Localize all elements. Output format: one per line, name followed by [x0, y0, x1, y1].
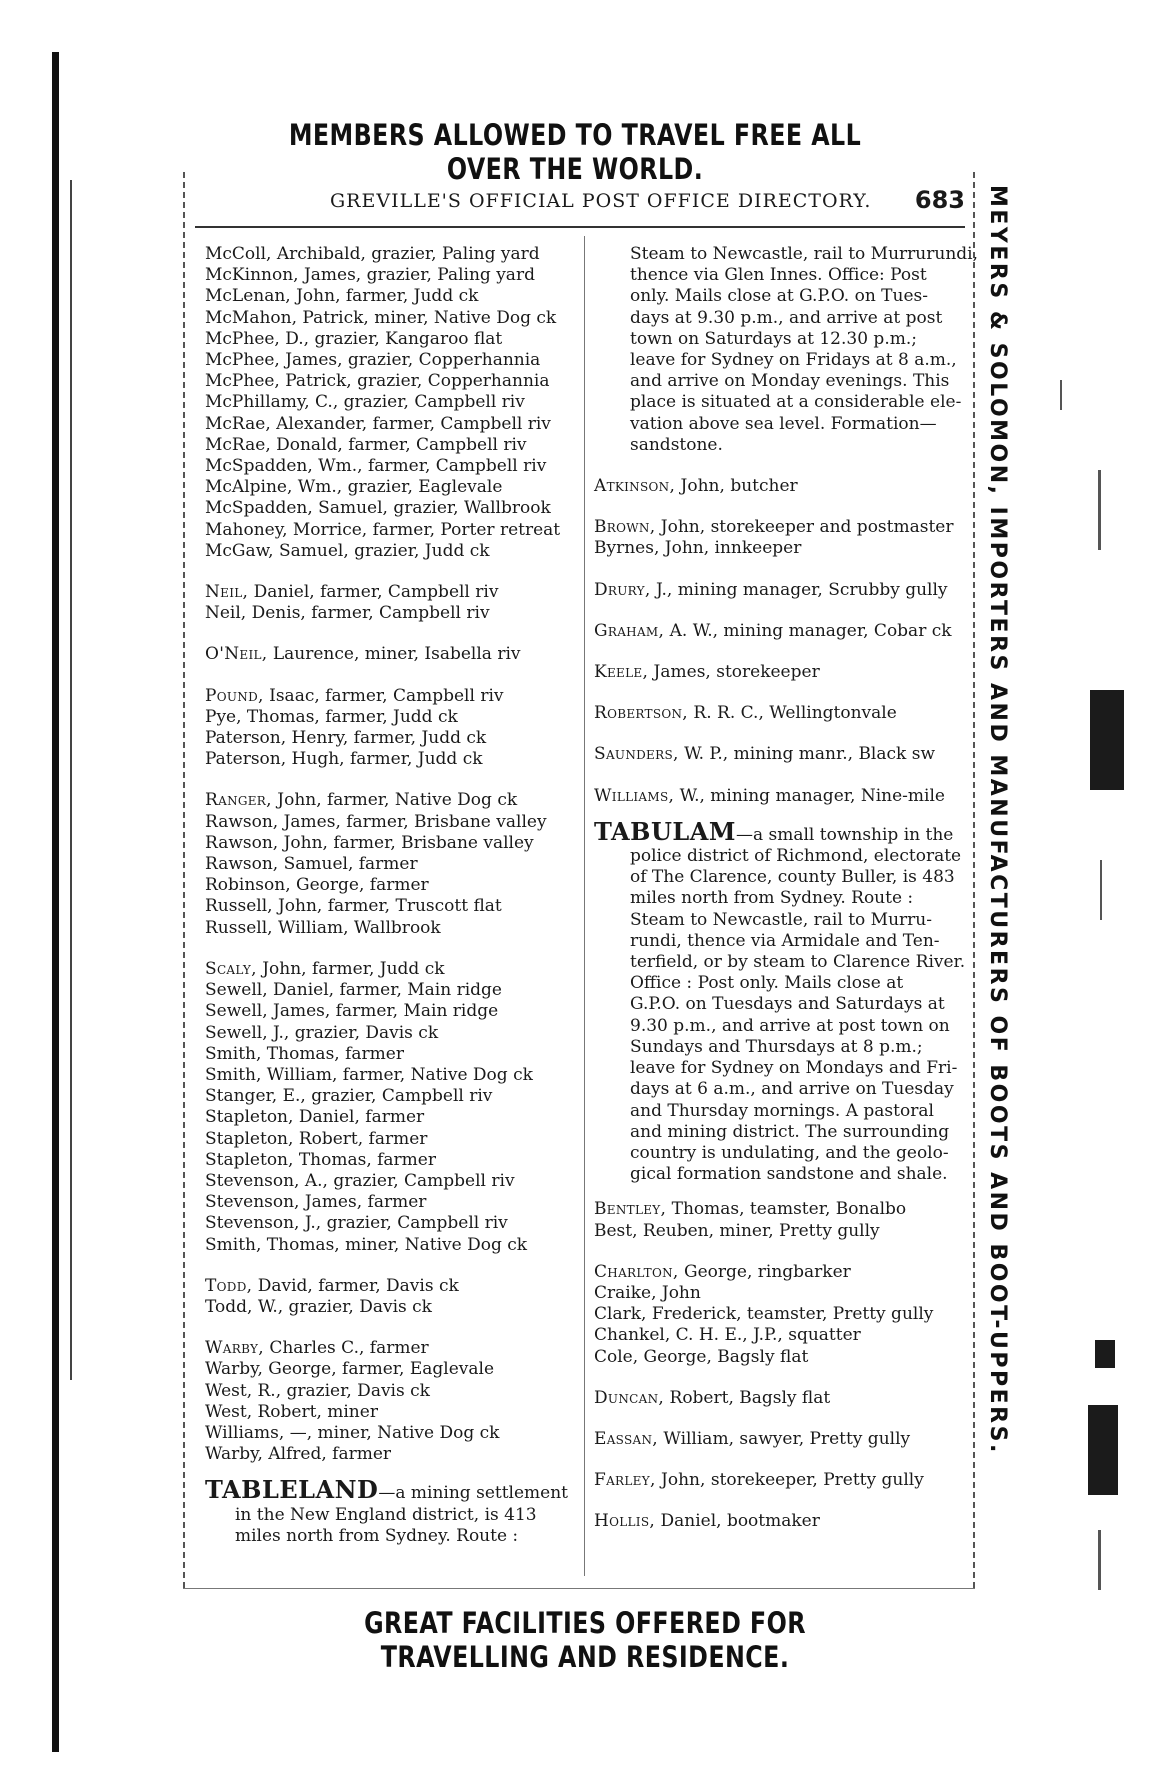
directory-entry [594, 1347, 962, 1368]
entry-detail: John, farmer, Native Dog ck [271, 790, 518, 811]
directory-entry [205, 959, 577, 980]
entry-detail: Stevenson, A., grazier, Campbell riv [205, 1170, 515, 1191]
directory-entry [205, 1213, 577, 1234]
entry-group [205, 686, 577, 771]
directory-entry [205, 1150, 577, 1171]
entry-group [205, 244, 577, 562]
section-text: sandstone. [630, 434, 723, 455]
directory-entry [205, 707, 577, 728]
directory-entry [594, 476, 962, 497]
entry-detail: Warby, Alfred, farmer [205, 1444, 392, 1465]
entry-detail: Warby, George, farmer, Eaglevale [205, 1359, 495, 1380]
section-text: Steam to Newcastle, rail to Murru- [630, 909, 932, 930]
directory-entry [205, 790, 577, 811]
entry-detail: Craike, John [594, 1282, 701, 1303]
surname-lead: Saunders, [594, 744, 679, 765]
directory-entry [594, 1221, 962, 1242]
entry-detail: Isaac, farmer, Campbell riv [263, 685, 504, 706]
scan-mark [1060, 380, 1062, 410]
directory-entry [205, 1235, 577, 1256]
entry-detail: Thomas, teamster, Bonalbo [666, 1199, 907, 1220]
surname-lead: Brown, [594, 517, 656, 538]
directory-entry [594, 662, 962, 683]
entry-detail: Russell, John, farmer, Truscott flat [205, 896, 502, 917]
directory-entry [594, 1262, 962, 1283]
entry-detail: Paterson, Henry, farmer, Judd ck [205, 728, 487, 749]
directory-entry [205, 833, 577, 854]
entry-detail: John, storekeeper and postmaster [655, 517, 954, 538]
surname-lead: O'Neil, [205, 644, 268, 665]
tableland-section [205, 1475, 577, 1547]
surname-lead: Farley, [594, 1470, 656, 1491]
entry-detail: Daniel, farmer, Campbell riv [248, 582, 499, 603]
entry-detail: Laurence, miner, Isabella riv [267, 644, 521, 665]
directory-entry: McSpadden, Samuel, grazier, Wallbrook [205, 498, 551, 519]
section-text: in the New England district, is 413 [235, 1504, 537, 1525]
directory-entry: McKinnon, James, grazier, Paling yard [205, 265, 535, 286]
directory-entry [594, 1429, 962, 1450]
directory-entry [594, 1511, 962, 1532]
entry-group [205, 790, 577, 938]
scan-blot [1088, 1405, 1118, 1495]
entry-detail: Paterson, Hugh, farmer, Judd ck [205, 749, 483, 770]
entry-detail: Best, Reuben, miner, Pretty gully [594, 1220, 880, 1241]
directory-entry [205, 1381, 577, 1402]
directory-entry [594, 744, 962, 765]
entry-group [205, 1338, 577, 1465]
entry-detail: Stevenson, James, farmer [205, 1192, 427, 1213]
entry-detail: Stanger, E., grazier, Campbell riv [205, 1086, 493, 1107]
entry-detail: John, farmer, Judd ck [256, 958, 445, 979]
section-text: terfield, or by steam to Clarence River. [630, 952, 966, 973]
continued-section [594, 244, 978, 456]
entry-detail: J., mining manager, Scrubby gully [650, 579, 948, 600]
entry-detail: Neil, Denis, farmer, Campbell riv [205, 603, 490, 624]
directory-entry: Mahoney, Morrice, farmer, Porter retreat [205, 519, 561, 540]
section-text: vation above sea level. Formation— [630, 413, 937, 434]
directory-entry [205, 603, 577, 624]
directory-entry [205, 1359, 577, 1380]
directory-entry [205, 1023, 577, 1044]
entry-detail: Rawson, James, farmer, Brisbane valley [205, 811, 547, 832]
directory-entry: McSpadden, Wm., farmer, Campbell riv [205, 456, 547, 477]
scan-mark [1100, 860, 1102, 920]
surname-lead: Drury, [594, 579, 651, 600]
directory-entry [205, 1044, 577, 1065]
scan-blot [1095, 1340, 1115, 1368]
entry-detail: George, ringbarker [678, 1261, 851, 1282]
entry-detail: Robinson, George, farmer [205, 875, 429, 896]
directory-entry [594, 517, 962, 538]
side-advert-text: MEYERS & SOLOMON, IMPORTERS AND MANUFACTURERS OF BOOTS AND BOOT-UPPERS. [985, 185, 1010, 1455]
directory-entry: McAlpine, Wm., grazier, Eaglevale [205, 477, 503, 498]
directory-entry [594, 621, 962, 642]
section-text: gical formation sandstone and shale. [630, 1164, 948, 1185]
entry-detail: Sewell, James, farmer, Main ridge [205, 1001, 499, 1022]
section-text: Office : Post only. Mails close at [630, 973, 904, 994]
directory-entry [205, 918, 577, 939]
entry-detail: Stapleton, Robert, farmer [205, 1128, 428, 1149]
section-text: leave for Sydney on Fridays at 8 a.m., [630, 350, 957, 371]
entry-detail: W. P., mining manr., Black sw [678, 744, 936, 765]
tabulam-section [594, 816, 966, 1185]
section-text: country is undulating, and the geolo- [630, 1142, 949, 1163]
section-lead-line [594, 816, 962, 846]
surname-lead: Duncan, [594, 1387, 665, 1408]
entry-detail: Williams, —, miner, Native Dog ck [205, 1422, 500, 1443]
section-text: police district of Richmond, electorate [630, 846, 962, 867]
header-rule [195, 226, 965, 228]
directory-entry: McLenan, John, farmer, Judd ck [205, 286, 479, 307]
scan-edge-mark [70, 180, 72, 1380]
entry-detail: Stapleton, Thomas, farmer [205, 1149, 436, 1170]
entry-detail: Pye, Thomas, farmer, Judd ck [205, 706, 458, 727]
directory-entry [205, 980, 577, 1001]
entry-detail: Cole, George, Bagsly flat [594, 1346, 809, 1367]
entry-detail: Rawson, Samuel, farmer [205, 854, 418, 875]
directory-entry: McColl, Archibald, grazier, Paling yard [205, 244, 540, 264]
section-text: 9.30 p.m., and arrive at post town on [630, 1015, 950, 1036]
surname-lead: Ranger, [205, 790, 272, 811]
section-text: days at 6 a.m., and arrive on Tuesday [630, 1079, 954, 1100]
section-text: Sundays and Thursdays at 8 p.m.; [630, 1036, 923, 1057]
column-divider [584, 236, 586, 1576]
section-text: town on Saturdays at 12.30 p.m.; [630, 328, 917, 349]
page-header [195, 186, 965, 220]
section-text: and arrive on Monday evenings. This [630, 371, 950, 392]
entry-detail: W., mining manager, Nine-mile [674, 785, 945, 806]
place-heading: TABLELAND [205, 1475, 379, 1505]
directory-entry: McRae, Donald, farmer, Campbell riv [205, 434, 527, 455]
entry-detail: Robert, Bagsly flat [664, 1387, 831, 1408]
directory-entry [205, 896, 577, 917]
directory-entry [205, 1423, 577, 1444]
right-column [594, 244, 978, 1533]
directory-entry: McMahon, Patrick, miner, Native Dog ck [205, 307, 557, 328]
section-text: leave for Sydney on Mondays and Fri- [630, 1058, 958, 1079]
entry-detail: West, R., grazier, Davis ck [205, 1380, 430, 1401]
entry-detail: William, sawyer, Pretty gully [657, 1428, 911, 1449]
side-advert [985, 185, 1025, 1585]
entry-detail: Smith, Thomas, miner, Native Dog ck [205, 1234, 528, 1255]
section-text: place is situated at a considerable ele- [630, 392, 962, 413]
section-text: and mining district. The surrounding [630, 1121, 950, 1142]
directory-entry [594, 1304, 962, 1325]
directory-entry [594, 538, 962, 559]
entry-detail: Todd, W., grazier, Davis ck [205, 1296, 432, 1317]
directory-entry: McRae, Alexander, farmer, Campbell riv [205, 413, 551, 434]
directory-entry [205, 1065, 577, 1086]
directory-entry [594, 580, 962, 601]
directory-entry [205, 728, 577, 749]
section-text: Steam to Newcastle, rail to Murrurundi, [630, 244, 978, 264]
entry-detail: John, butcher [675, 476, 798, 497]
directory-entry [205, 854, 577, 875]
entry-detail: Stapleton, Daniel, farmer [205, 1107, 425, 1128]
entry-detail: Clark, Frederick, teamster, Pretty gully [594, 1304, 934, 1325]
directory-entry: McPhillamy, C., grazier, Campbell riv [205, 392, 525, 413]
directory-entry [594, 703, 962, 724]
surname-lead: Eassan, [594, 1428, 658, 1449]
entry-detail: James, storekeeper [648, 662, 820, 683]
entry-group [205, 582, 577, 624]
directory-entry [205, 749, 577, 770]
entry-group [205, 644, 577, 665]
directory-title: GREVILLE'S OFFICIAL POST OFFICE DIRECTORY. [330, 190, 872, 212]
directory-entry [205, 644, 577, 665]
entry-detail: Russell, William, Wallbrook [205, 917, 441, 938]
surname-lead: Keele, [594, 662, 649, 683]
entry-detail: Stevenson, J., grazier, Campbell riv [205, 1213, 508, 1234]
bottom-banner: GREAT FACILITIES OFFERED FOR TRAVELLING AND RESIDENCE. [364, 1606, 806, 1674]
section-text: of The Clarence, county Buller, is 483 [630, 867, 955, 888]
page-number: 683 [914, 186, 965, 214]
directory-entry [594, 1283, 962, 1304]
surname-lead: Todd, [205, 1275, 253, 1296]
section-text: G.P.O. on Tuesdays and Saturdays at [630, 994, 945, 1015]
section-text: only. Mails close at G.P.O. on Tues- [630, 286, 928, 307]
entry-detail: R. R. C., Wellingtonvale [688, 703, 897, 724]
scan-blot [1090, 690, 1124, 790]
directory-entry: McPhee, Patrick, grazier, Copperhannia [205, 371, 550, 392]
entry-detail: Rawson, John, farmer, Brisbane valley [205, 832, 534, 853]
entry-detail: David, farmer, Davis ck [252, 1275, 459, 1296]
directory-entry [205, 1129, 577, 1150]
section-text: thence via Glen Innes. Office: Post [630, 265, 927, 286]
directory-entry [205, 1276, 577, 1297]
surname-lead: Scaly, [205, 958, 257, 979]
entry-detail: Byrnes, John, innkeeper [594, 538, 802, 559]
entry-detail: John, storekeeper, Pretty gully [655, 1470, 924, 1491]
entry-detail: West, Robert, miner [205, 1401, 378, 1422]
directory-entry [205, 875, 577, 896]
section-text: miles north from Sydney. Route : [235, 1525, 519, 1546]
scan-mark [1098, 470, 1101, 550]
entry-detail: Daniel, bootmaker [655, 1511, 820, 1532]
scan-edge-mark [52, 52, 59, 1752]
directory-entry [594, 1199, 962, 1220]
directory-entry [594, 786, 962, 807]
section-text: —a mining settlement [378, 1483, 568, 1504]
directory-entry [205, 1001, 577, 1022]
directory-entry: McGaw, Samuel, grazier, Judd ck [205, 540, 490, 561]
directory-entry [594, 1470, 962, 1491]
frame-left-rule [183, 172, 186, 1588]
surname-lead: Pound, [205, 685, 264, 706]
directory-entry [205, 1192, 577, 1213]
entry-detail: Sewell, J., grazier, Davis ck [205, 1022, 439, 1043]
directory-entry [205, 1086, 577, 1107]
surname-lead: Robertson, [594, 703, 689, 724]
entry-detail: Sewell, Daniel, farmer, Main ridge [205, 980, 502, 1001]
surname-lead: Atkinson, [594, 476, 676, 497]
entry-detail: Chankel, C. H. E., J.P., squatter [594, 1325, 861, 1346]
section-text: days at 9.30 p.m., and arrive at post [630, 307, 943, 328]
directory-entry [594, 1325, 962, 1346]
surname-lead: Neil, [205, 582, 249, 603]
entry-detail: Smith, William, farmer, Native Dog ck [205, 1064, 533, 1085]
section-text: miles north from Sydney. Route : [630, 888, 914, 909]
directory-entry: McPhee, James, grazier, Copperhannia [205, 350, 541, 371]
place-heading: TABULAM [594, 816, 736, 846]
frame-right-rule [973, 172, 976, 1588]
surname-lead: Hollis, [594, 1511, 656, 1532]
surname-lead: Williams, [594, 785, 675, 806]
entry-group [205, 959, 577, 1256]
directory-entry [205, 1107, 577, 1128]
surname-lead: Charlton, [594, 1261, 679, 1282]
section-text: —a small township in the [735, 824, 954, 845]
top-banner: MEMBERS ALLOWED TO TRAVEL FREE ALL OVER THE WORLD. [288, 118, 862, 186]
left-column [205, 244, 577, 1547]
directory-entry [205, 1171, 577, 1192]
section-text: rundi, thence via Armidale and Ten- [630, 930, 940, 951]
scan-mark [1098, 1530, 1101, 1590]
directory-entry [205, 1444, 577, 1465]
surname-lead: Bentley, [594, 1199, 667, 1220]
directory-entry [205, 582, 577, 603]
directory-entry [205, 686, 577, 707]
surname-lead: Warby, [205, 1338, 264, 1359]
entry-group [205, 1276, 577, 1318]
directory-entry [205, 812, 577, 833]
entry-detail: A. W., mining manager, Cobar ck [664, 620, 952, 641]
entry-detail: Smith, Thomas, farmer [205, 1043, 404, 1064]
section-text: and Thursday mornings. A pastoral [630, 1100, 934, 1121]
directory-entry [594, 1388, 962, 1409]
entry-detail: Charles C., farmer [263, 1338, 429, 1359]
directory-entry [205, 1338, 577, 1359]
frame-bottom-rule [183, 1588, 975, 1589]
directory-entry: McPhee, D., grazier, Kangaroo flat [205, 328, 503, 349]
section-lead-line [205, 1475, 577, 1505]
surname-lead: Graham, [594, 620, 665, 641]
directory-entry [205, 1402, 577, 1423]
directory-entry [205, 1297, 577, 1318]
